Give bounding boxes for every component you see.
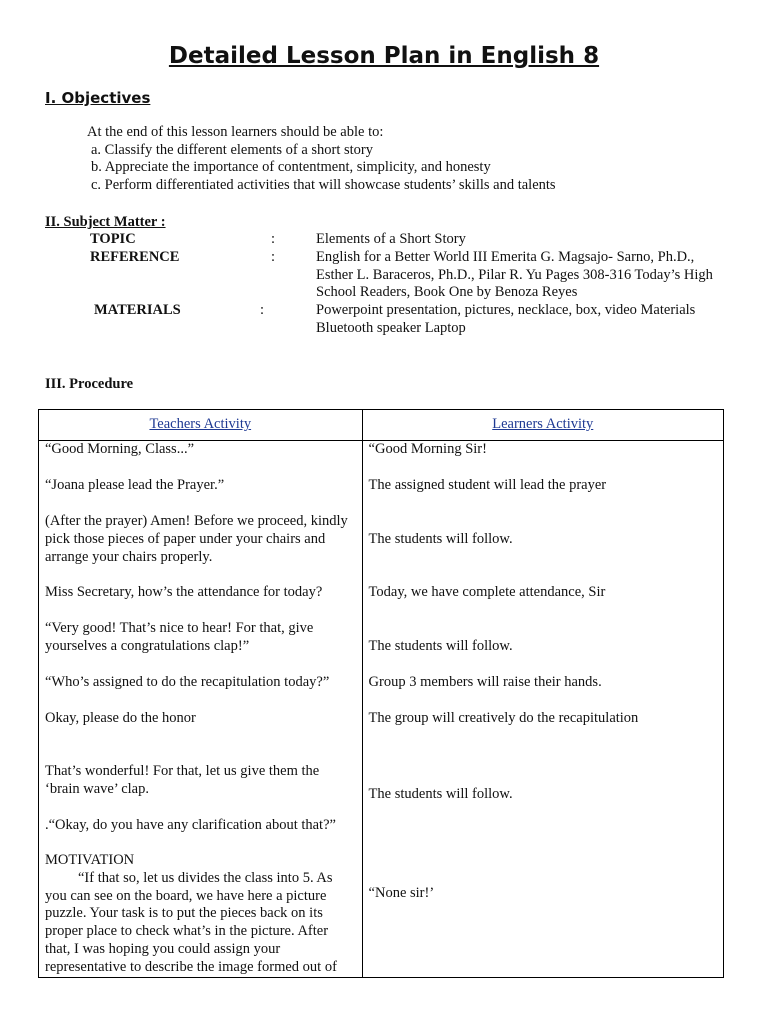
objective-item: a. Classify the different elements of a short story bbox=[91, 141, 374, 158]
topic-colon: : bbox=[271, 231, 276, 247]
table-row bbox=[39, 852, 724, 978]
learner-line: The assigned student will lead the prayer bbox=[368, 477, 607, 493]
learner-line: Today, we have complete attendance, Sir bbox=[368, 584, 606, 600]
learner-line: “Good Morning Sir! bbox=[368, 441, 487, 457]
objectives-intro: At the end of this lesson learners should be able to: bbox=[87, 124, 384, 140]
table-row bbox=[39, 817, 724, 852]
learner-line: “None sir!’ bbox=[368, 885, 435, 901]
learner-line: Group 3 members will raise their hands. bbox=[368, 674, 602, 690]
teacher-line: “Who’s assigned to do the recapitulation today?” bbox=[45, 674, 330, 690]
table-row bbox=[39, 674, 724, 710]
teacher-line: Okay, please do the honor bbox=[45, 710, 196, 726]
teacher-line: That’s wonderful! For that, let us give them the ‘brain wave’ clap. bbox=[45, 763, 320, 797]
subject-matter bbox=[0, 231, 768, 338]
learner-line: The students will follow. bbox=[368, 531, 513, 547]
activity-table bbox=[38, 409, 724, 978]
reference-label: REFERENCE bbox=[90, 248, 180, 265]
table-header-row bbox=[39, 410, 724, 441]
table-row bbox=[39, 584, 724, 620]
teacher-line: “Good Morning, Class...” bbox=[45, 441, 195, 457]
table-row bbox=[39, 710, 724, 763]
motivation-heading: MOTIVATION bbox=[45, 852, 135, 868]
materials-colon: : bbox=[260, 302, 265, 319]
table-row bbox=[39, 477, 724, 513]
teachers-activity-header: Teachers Activity bbox=[39, 410, 363, 441]
objective-item: c. Perform differentiated activities that will showcase students’ skills and talents bbox=[91, 176, 556, 193]
topic-label: TOPIC bbox=[90, 231, 136, 247]
objective-item: b. Appreciate the importance of contentment, simplicity, and honesty bbox=[91, 159, 491, 176]
procedure-heading: III. Procedure bbox=[45, 376, 134, 392]
learner-line: The students will follow. bbox=[368, 786, 513, 802]
teacher-line: “Joana please lead the Prayer.” bbox=[45, 477, 225, 493]
materials-label: MATERIALS bbox=[94, 302, 181, 319]
page-title: Detailed Lesson Plan in English 8 bbox=[168, 43, 600, 69]
teacher-line: Miss Secretary, how’s the attendance for today? bbox=[45, 584, 323, 600]
reference-value: English for a Better World III Emerita G. Magsajo- Sarno, Ph.D., Esther L. Baraceros, Ph.D., Pilar R. Yu Pages 308-316 Today’s High School Readers, Book One by Benoza Reyes bbox=[316, 248, 713, 301]
teacher-line: “If that so, let us divides the class into 5. As you can see on the board, we have here a picture puzzle. Your task is to put the pieces back on its proper place to check what’s in the picture. After that, I was hoping you could assign your representative to describe the image formed out of bbox=[45, 869, 337, 975]
reference-row bbox=[0, 249, 768, 302]
learners-activity-header: Learners Activity bbox=[362, 410, 723, 441]
table-row bbox=[39, 441, 724, 478]
table-row bbox=[39, 620, 724, 674]
subject-matter-heading: II. Subject Matter : bbox=[45, 214, 166, 230]
objectives-heading: I. Objectives bbox=[45, 89, 151, 107]
reference-colon: : bbox=[271, 248, 276, 265]
objectives-list bbox=[0, 124, 768, 194]
topic-value: Elements of a Short Story bbox=[316, 231, 466, 247]
teacher-line: (After the prayer) Amen! Before we proceed, kindly pick those pieces of paper under your chairs and arrange your chairs properly. bbox=[45, 513, 348, 565]
materials-value: Powerpoint presentation, pictures, necklace, box, video Materials Bluetooth speaker Laptop bbox=[316, 302, 696, 336]
topic-row bbox=[0, 231, 768, 249]
learner-line: The students will follow. bbox=[368, 638, 513, 654]
materials-row bbox=[0, 302, 768, 338]
learner-line: The group will creatively do the recapitulation bbox=[368, 710, 639, 726]
table-row bbox=[39, 513, 724, 584]
table-row bbox=[39, 763, 724, 817]
teacher-line: “Very good! That’s nice to hear! For that, give yourselves a congratulations clap!” bbox=[45, 620, 314, 654]
teacher-line: .“Okay, do you have any clarification about that?” bbox=[45, 817, 336, 833]
